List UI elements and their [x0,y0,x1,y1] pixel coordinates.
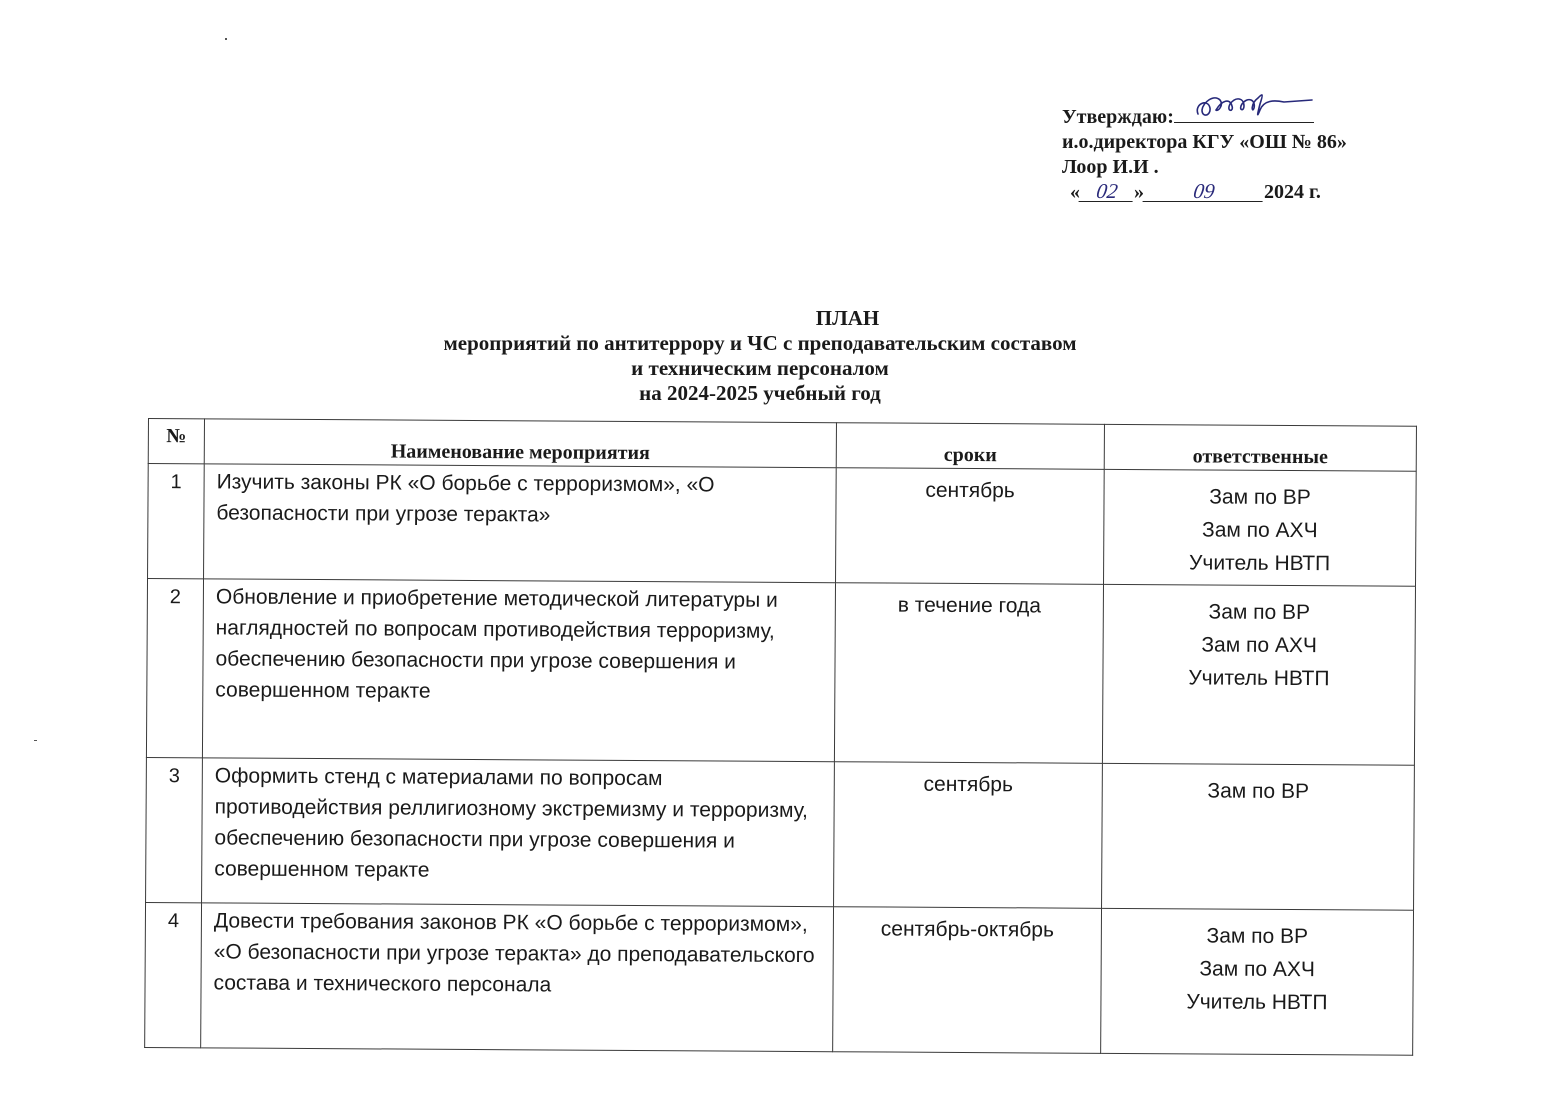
date-open-quote: « [1070,181,1080,203]
resp-item: Зам по ВР [1207,779,1310,804]
title-line-4: на 2024-2025 учебный год [639,381,881,405]
row-num: 2 [146,579,203,758]
row-resp [1101,908,1414,1055]
date-year: 2024 г. [1264,181,1321,203]
resp-item: Учитель НВТП [1186,990,1328,1015]
table-row [145,902,1414,1055]
row-num: 3 [146,757,203,902]
row-resp [1102,584,1415,765]
resp-item: Зам по ВР [1208,600,1311,625]
scan-speck [34,740,37,741]
resp-item: Зам по ВР [1209,485,1311,510]
table-row [148,464,1417,587]
plan-table [144,418,1417,1056]
title-line-3: и техническим персоналом [631,356,889,380]
row-num: 1 [148,464,205,579]
header-term: сроки [836,423,1104,470]
table-row [146,579,1415,766]
scan-speck [225,38,227,40]
document-title [360,306,1260,406]
resp-item: Учитель НВТП [1188,666,1330,691]
header-name: Наименование мероприятия [204,419,836,468]
signature [1174,104,1314,123]
title-line-2: мероприятий по антитеррору и ЧС с преподавательским составом [443,331,1077,355]
approval-date [1070,180,1442,205]
title-line-1: ПЛАН [815,306,880,330]
date-close-quote: » [1134,181,1144,203]
approval-name: Лоор И.И . [1062,156,1159,178]
row-term: сентябрь [836,468,1105,585]
row-num: 4 [145,902,202,1047]
row-name: Оформить стенд с материалами по вопросам противодействия реллигиозному экстремизму и терроризму, обеспечению безопасности при угрозе совершения и совершенном теракте [202,758,835,907]
approval-sign-line [1062,104,1442,130]
row-term: сентябрь-октябрь [833,907,1102,1054]
header-num: № [148,419,204,464]
date-day: 02 [1079,181,1136,202]
row-name: Обновление и приобретение методической литературы и наглядностей по вопросам противодействия терроризму, обеспечению безопасности при угрозе совершения и совершенном теракте [202,579,835,762]
resp-item: Зам по ВР [1206,924,1309,949]
row-resp [1102,763,1415,910]
row-name: Довести требования законов РК «О борьбе с терроризмом», «О безопасности при угрозе теракта» до преподавательского состава и технического персонала [201,903,834,1052]
signature-scribble [1194,90,1324,124]
row-term: сентябрь [834,762,1103,909]
date-month: 09 [1143,181,1266,202]
table-header-row [148,419,1416,472]
approval-block [1062,104,1442,205]
row-term: в течение года [834,583,1103,764]
approve-label: Утверждаю: [1062,106,1174,128]
row-resp [1104,469,1417,586]
resp-item: Зам по АХЧ [1202,518,1318,543]
approval-position: и.о.директора КГУ «ОШ № 86» [1062,131,1347,153]
table-row [146,757,1415,910]
resp-item: Зам по АХЧ [1201,633,1317,658]
header-resp: ответственные [1104,424,1416,471]
row-name: Изучить законы РК «О борьбе с терроризмом», «О безопасности при угрозе теракта» [204,464,837,583]
resp-item: Зам по АХЧ [1199,957,1315,982]
resp-item: Учитель НВТП [1189,551,1331,576]
